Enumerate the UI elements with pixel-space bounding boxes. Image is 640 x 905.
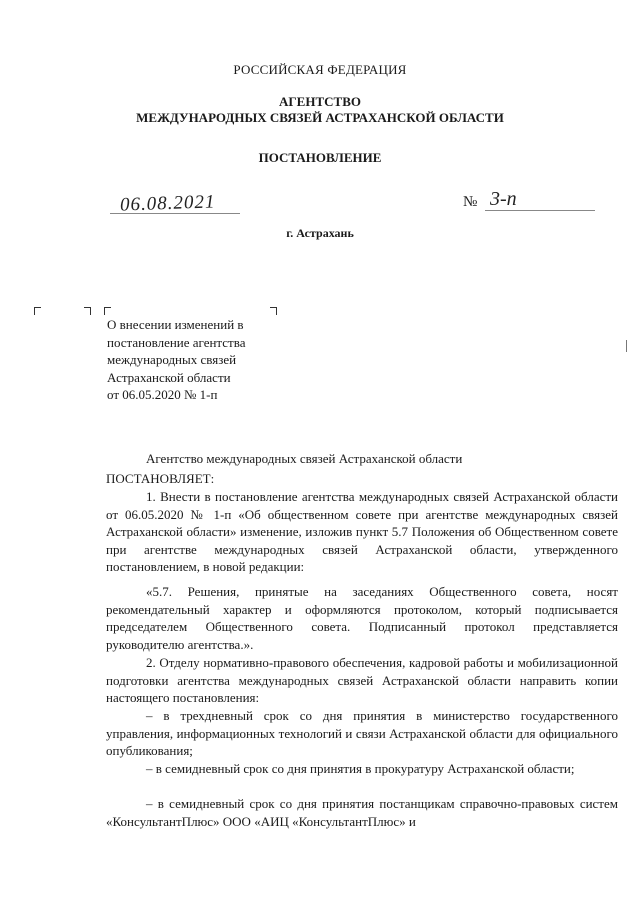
corner-mark-left-open [34,307,41,315]
document-date: 06.08.2021 [119,191,216,216]
decree-word: ПОСТАНОВЛЯЕТ: [106,471,215,486]
document-type: ПОСТАНОВЛЕНИЕ [258,150,382,165]
city: г. Астрахань [286,226,354,240]
list-item-legal-systems: – в семидневный срок со дня принятия постанщикам справочно-правовых систем «КонсультантПлюс» ООО «АИЦ «КонсультантПлюс» и [106,796,618,829]
list-item-prosecutor: – в семидневный срок со дня принятия в прокуратуру Астраханской области; [146,761,575,776]
corner-mark-right-open [104,307,111,315]
subject-line: постановление агентства [107,334,246,350]
number-underline [485,210,595,211]
subject-line: О внесении изменений в [107,317,244,332]
margin-mark [626,340,627,352]
preamble: Агентство международных связей Астраханской области [146,451,463,466]
corner-mark-left-close [84,307,91,315]
date-underline [110,213,240,214]
agency-title-line2: МЕЖДУНАРОДНЫХ СВЯЗЕЙ АСТРАХАНСКОЙ ОБЛАСТИ [136,110,504,125]
paragraph-1: 1. Внести в постановление агентства международных связей Астраханской области от 06.05.2020 № 1-п «Об общественном совете при агентстве международных связей Астраханской области» изменение, изложив пункт 5.7 Положения об Общественном совете при агентстве международных связей Астраханской области, утвержденного постановлением, в новой редакции: [106,489,618,574]
subject-line: международных связей [107,352,237,367]
country-header: РОССИЙСКАЯ ФЕДЕРАЦИЯ [233,62,407,77]
number-sign: № [463,194,478,210]
agency-title-line1: АГЕНТСТВО [279,94,361,109]
document-number: 3-п [490,188,517,210]
list-item-publication: – в трехдневный срок со дня принятия в министерство государственного управления, информационных технологий и связи Астраханской области для официального опубликования; [106,708,618,758]
paragraph-2: 2. Отделу нормативно-правового обеспечения, кадровой работы и мобилизационной подготовки агентства международных связей Астраханской области направить копии настоящего постановления: [106,655,618,705]
subject-line: Астраханской области [107,369,231,385]
subject-block [107,316,287,404]
paragraph-quoted: «5.7. Решения, принятые на заседаниях Общественного совета, носят рекомендательный характер и оформляются протоколом, который подписывается председателем Общественного совета. Подписанный протокол представляется руководителю агентства.». [106,584,618,652]
subject-line: от 06.05.2020 № 1-п [107,387,218,402]
corner-mark-right-close [270,307,277,315]
